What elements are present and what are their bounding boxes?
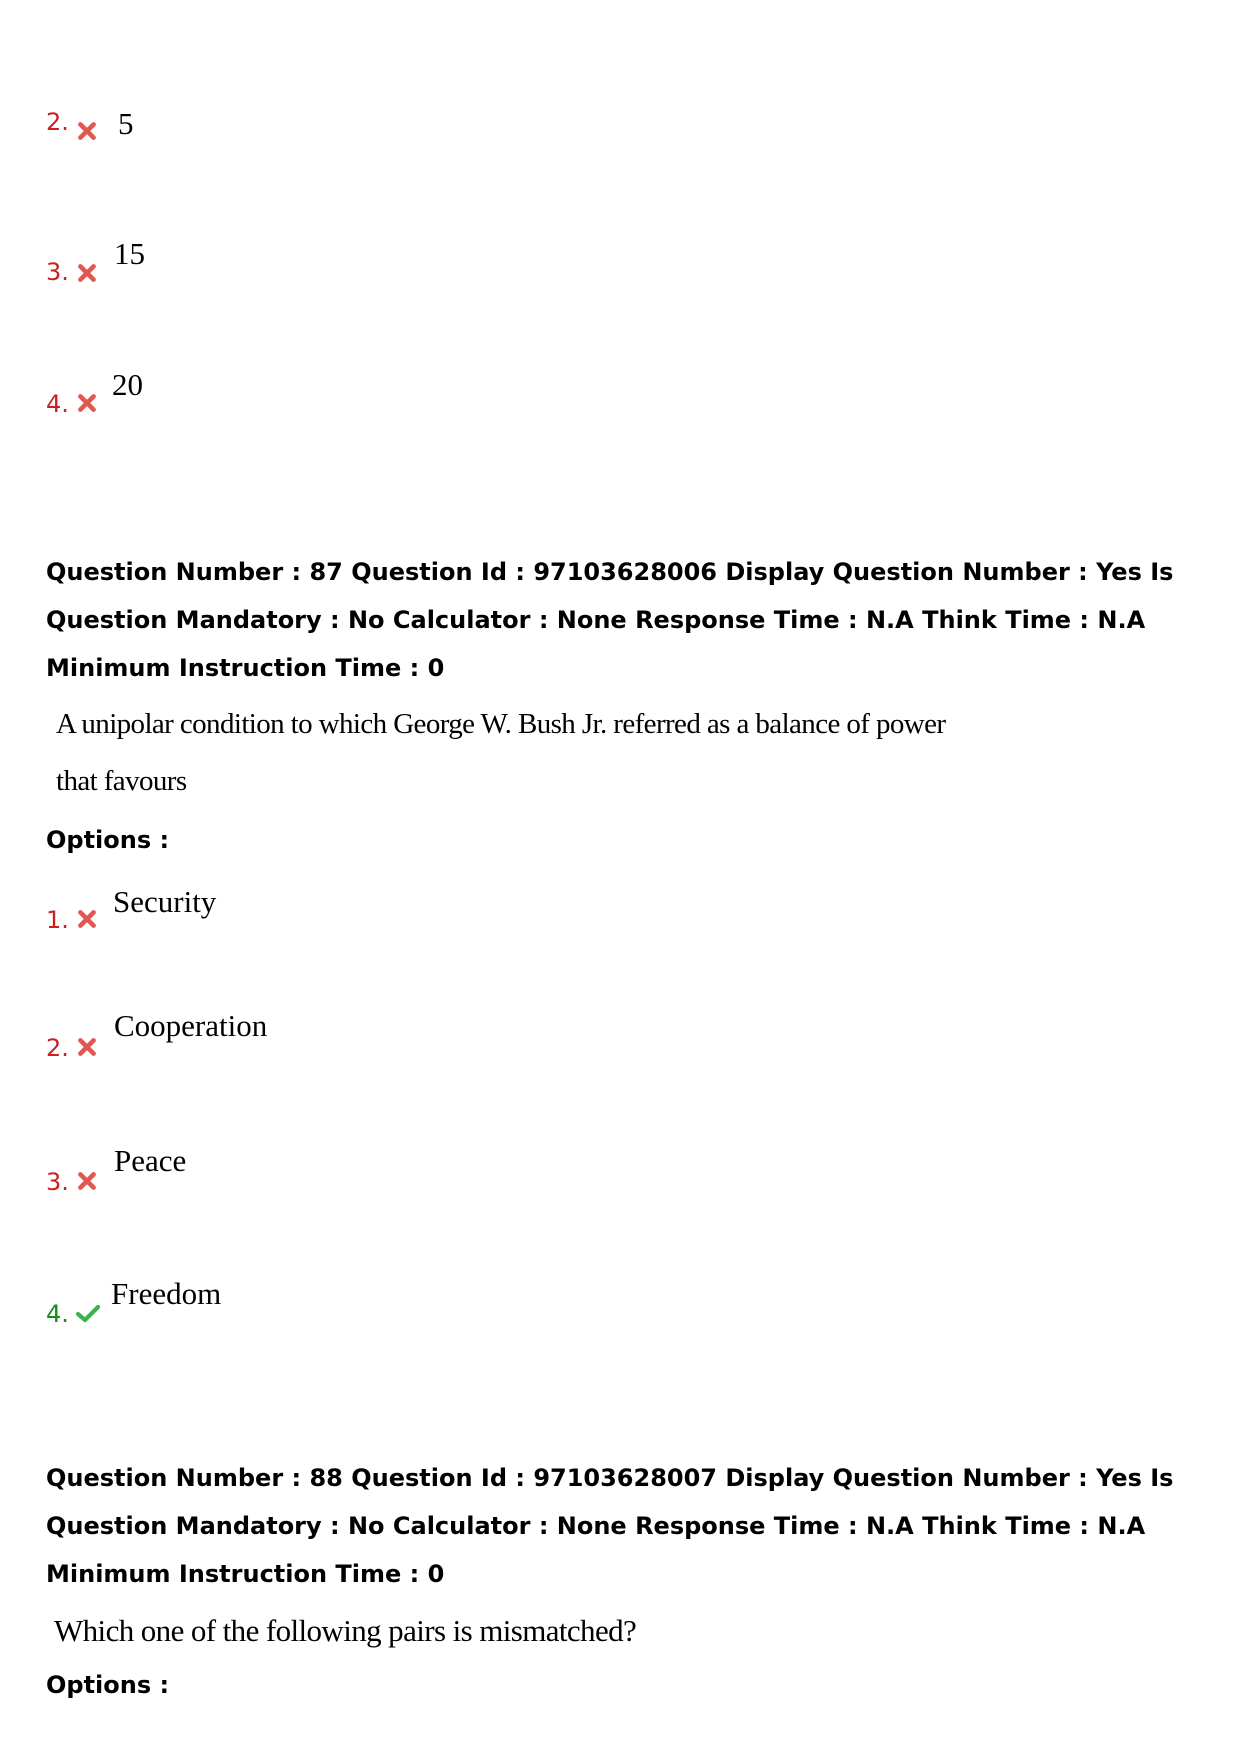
option-text: Security <box>113 884 217 919</box>
cross-icon <box>76 120 98 142</box>
question-87-meta: Question Number : 87 Question Id : 97103628006 Display Question Number : Yes Is Question Mandatory : No Calculator : None Response Time : N.A Think Time : N.A Minimum Instruction Time : 0 <box>46 558 1174 682</box>
option-number: 3. <box>46 1168 69 1196</box>
question-88-options-label: Options : <box>46 1671 170 1699</box>
option-number: 4. <box>46 390 69 418</box>
cross-icon <box>76 1170 98 1192</box>
prev-option-4 <box>46 390 69 418</box>
option-text: 5 <box>118 106 134 141</box>
question-87-options-label: Options : <box>46 826 170 854</box>
q87-option-3 <box>46 1168 69 1196</box>
cross-icon <box>76 1036 98 1058</box>
q87-option-2 <box>46 1034 69 1062</box>
check-icon <box>75 1302 101 1324</box>
question-88-text: Which one of the following pairs is mismatched? <box>54 1613 637 1648</box>
option-text: 20 <box>112 367 143 402</box>
q87-option-4 <box>46 1300 69 1328</box>
q87-option-1 <box>46 906 69 934</box>
cross-icon <box>76 262 98 284</box>
option-number: 2. <box>46 108 69 136</box>
option-number: 1. <box>46 906 69 934</box>
option-text: Peace <box>114 1143 187 1178</box>
option-text: Freedom <box>111 1276 222 1311</box>
cross-icon <box>76 908 98 930</box>
question-88-meta: Question Number : 88 Question Id : 97103628007 Display Question Number : Yes Is Question Mandatory : No Calculator : None Response Time : N.A Think Time : N.A Minimum Instruction Time : 0 <box>46 1464 1174 1588</box>
prev-option-2 <box>46 108 69 136</box>
option-number: 3. <box>46 258 69 286</box>
prev-option-3 <box>46 258 69 286</box>
question-87-text: A unipolar condition to which George W. Bush Jr. referred as a balance of power that favours <box>56 708 946 797</box>
option-text: Cooperation <box>114 1008 268 1043</box>
cross-icon <box>76 392 98 414</box>
option-number: 4. <box>46 1300 69 1328</box>
option-number: 2. <box>46 1034 69 1062</box>
option-text: 15 <box>114 236 145 271</box>
